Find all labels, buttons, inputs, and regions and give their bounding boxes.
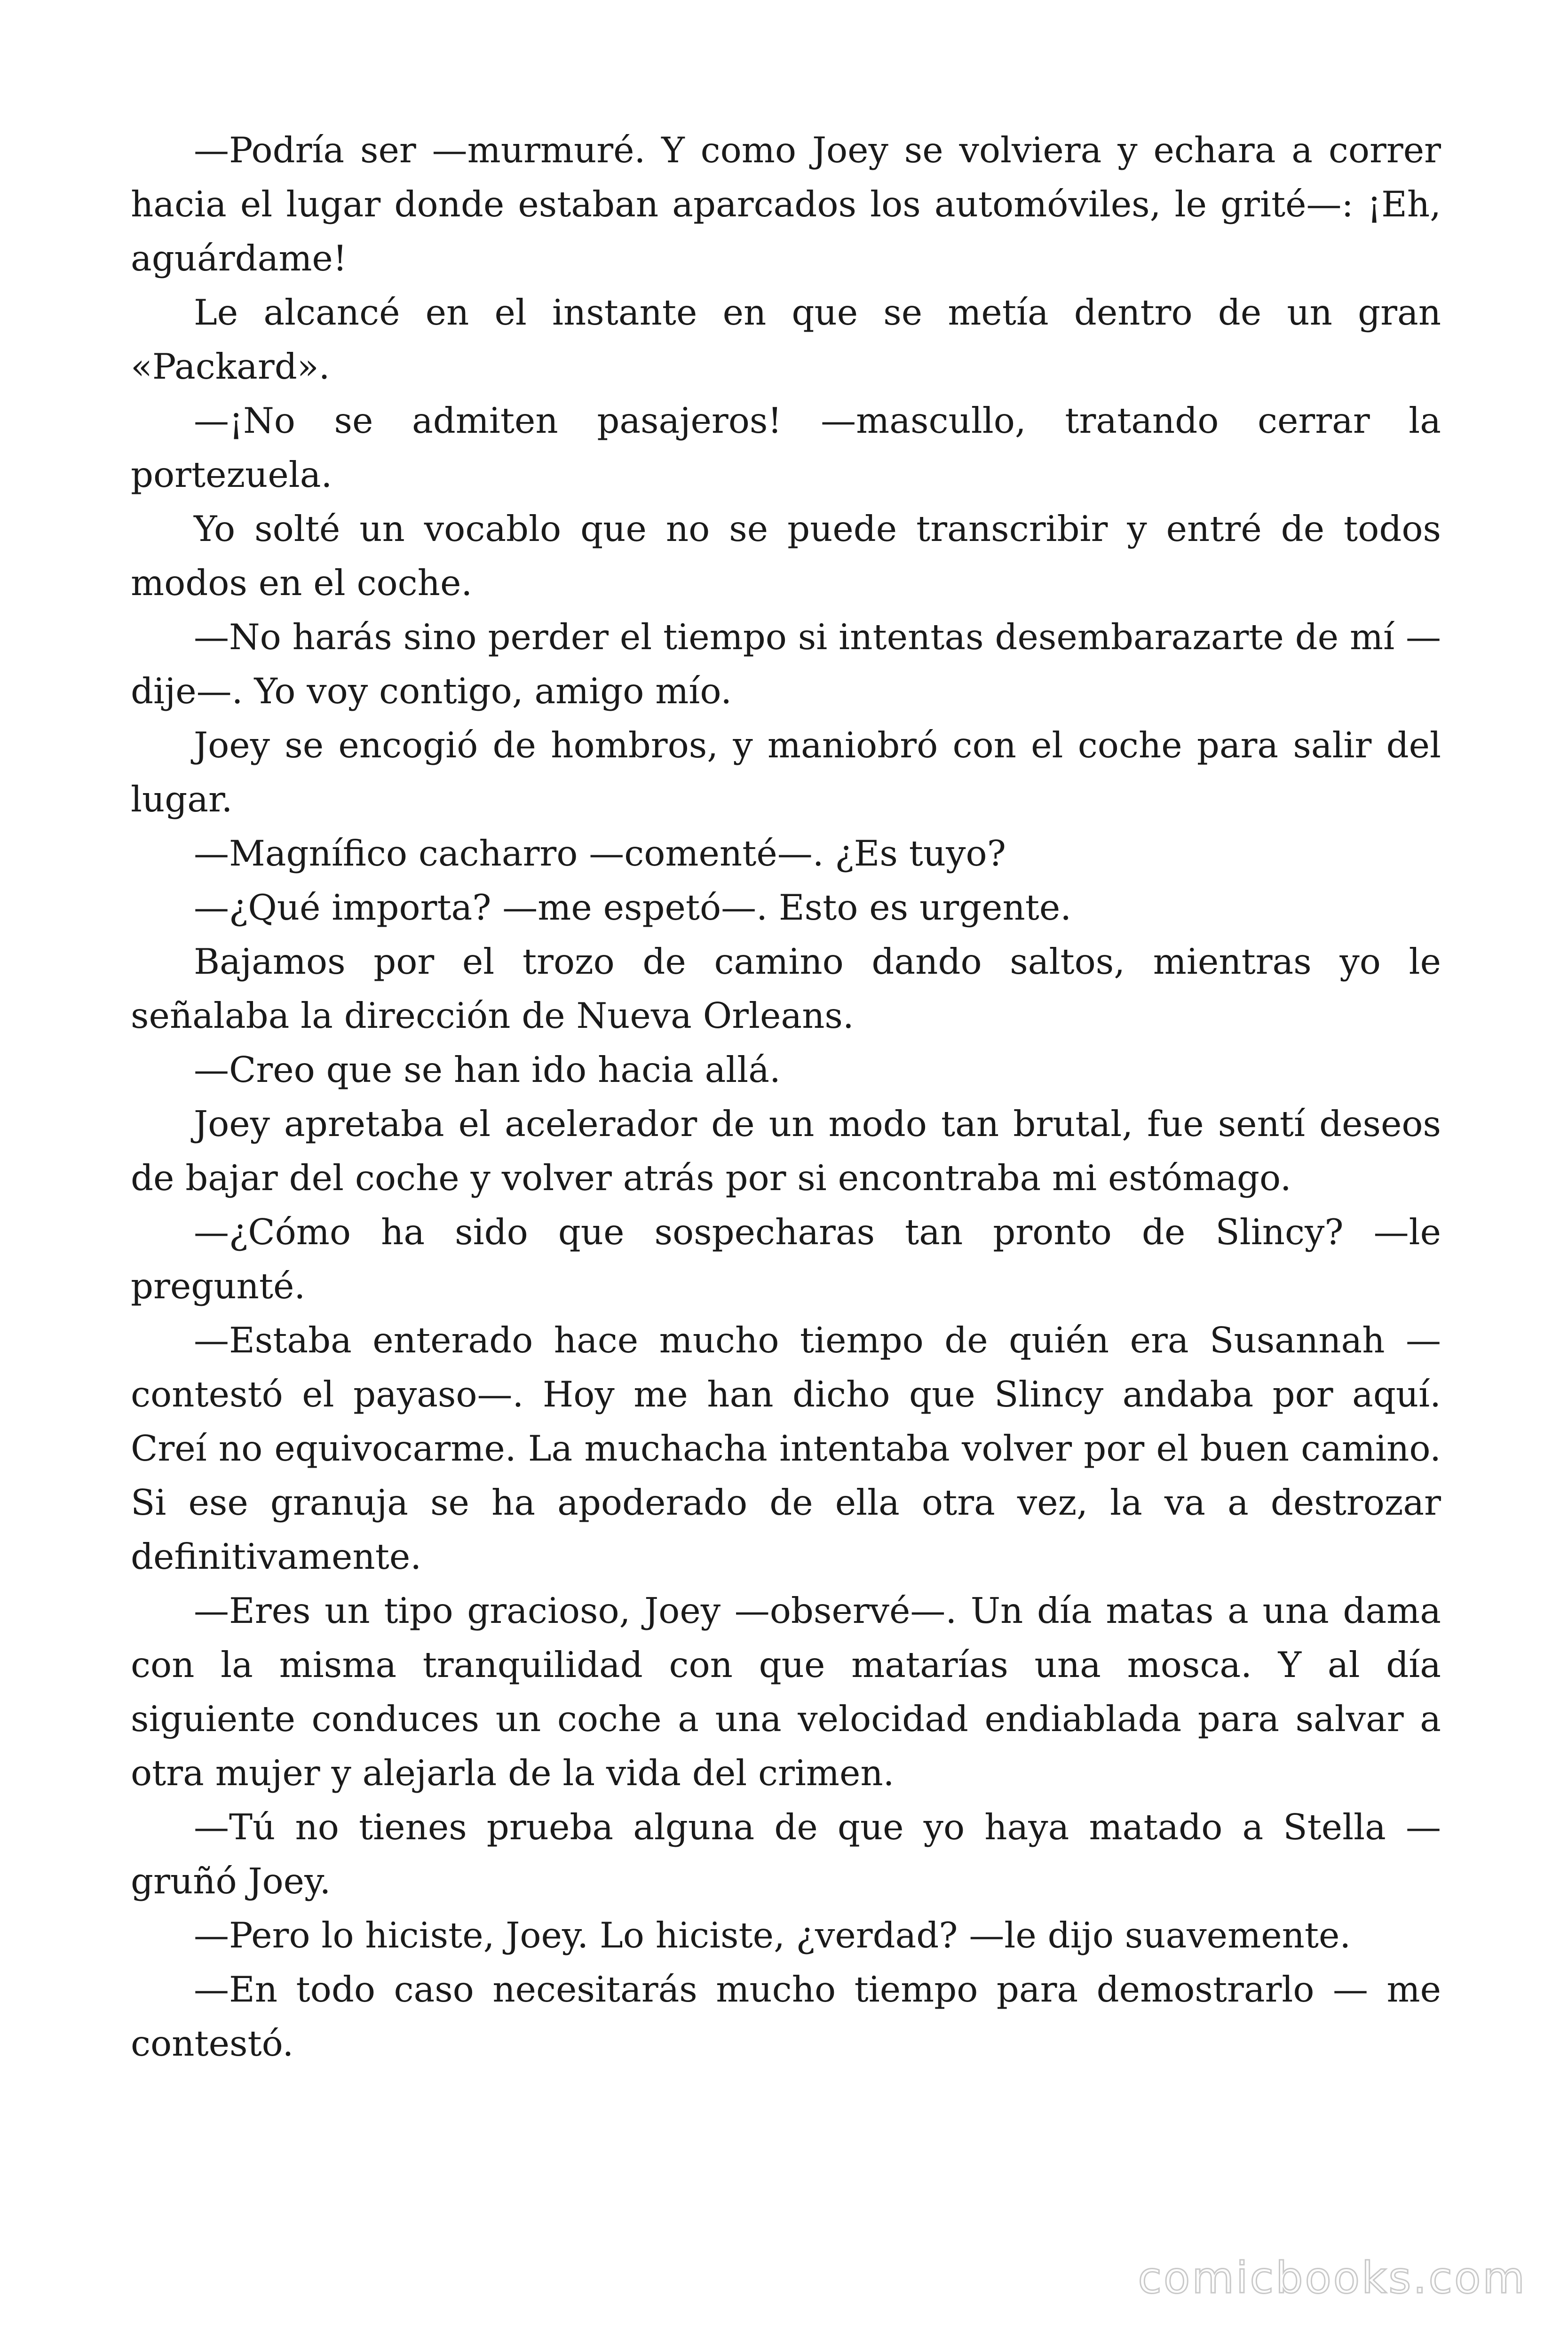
paragraph: —Tú no tienes prueba alguna de que yo haya matado a Stella — gruñó Joey.: [131, 1806, 1441, 1902]
paragraph: Joey apretaba el acelerador de un modo tan brutal, fue sentí deseos de bajar del coche y volver atrás por si encontraba mi estómago.: [131, 1103, 1441, 1199]
paragraph: Bajamos por el trozo de camino dando saltos, mientras yo le señalaba la dirección de Nueva Orleans.: [131, 941, 1441, 1036]
paragraph: Yo solté un vocablo que no se puede transcribir y entré de todos modos en el coche.: [131, 508, 1441, 604]
paragraph: —Podría ser —murmuré. Y como Joey se volviera y echara a correr hacia el lugar donde estaban aparcados los automóviles, le grité—: ¡Eh, aguárdame!: [131, 129, 1441, 279]
paragraph: —Eres un tipo gracioso, Joey —observé—. Un día matas a una dama con la misma tranquilidad con que matarías una mosca. Y al día siguiente conduces un coche a una velocidad endiablada para salvar a otra mujer y alejarla de la vida del crimen.: [131, 1590, 1441, 1794]
page-body: [131, 123, 1441, 2071]
watermark: comicbooks.com: [1138, 2253, 1527, 2303]
paragraph: —No harás sino perder el tiempo si intentas desembarazarte de mí —dije—. Yo voy contigo, amigo mío.: [131, 616, 1441, 712]
paragraph: —¿Qué importa? —me espetó—. Esto es urgente.: [194, 887, 1072, 928]
paragraph: —Magnífico cacharro —comenté—. ¿Es tuyo?: [194, 833, 1006, 874]
paragraph: —¿Cómo ha sido que sospecharas tan pronto de Slincy? —le pregunté.: [131, 1211, 1441, 1307]
paragraph: —Pero lo hiciste, Joey. Lo hiciste, ¿verdad? —le dijo suavemente.: [194, 1915, 1351, 1956]
paragraph: —En todo caso necesitarás mucho tiempo para demostrarlo — me contestó.: [131, 1969, 1441, 2064]
paragraph: Joey se encogió de hombros, y maniobró con el coche para salir del lugar.: [131, 724, 1441, 820]
paragraph: Le alcancé en el instante en que se metía dentro de un gran «Packard».: [131, 292, 1441, 387]
paragraph: —Estaba enterado hace mucho tiempo de quién era Susannah — contestó el payaso—. Hoy me han dicho que Slincy andaba por aquí. Creí no equivocarme. La muchacha intentaba volver por el buen camino. Si ese granuja se ha apoderado de ella otra vez, la va a destrozar definitivamente.: [131, 1319, 1441, 1577]
paragraph: —Creo que se han ido hacia allá.: [194, 1049, 781, 1090]
paragraph: —¡No se admiten pasajeros! —mascullo, tratando cerrar la portezuela.: [131, 400, 1441, 495]
